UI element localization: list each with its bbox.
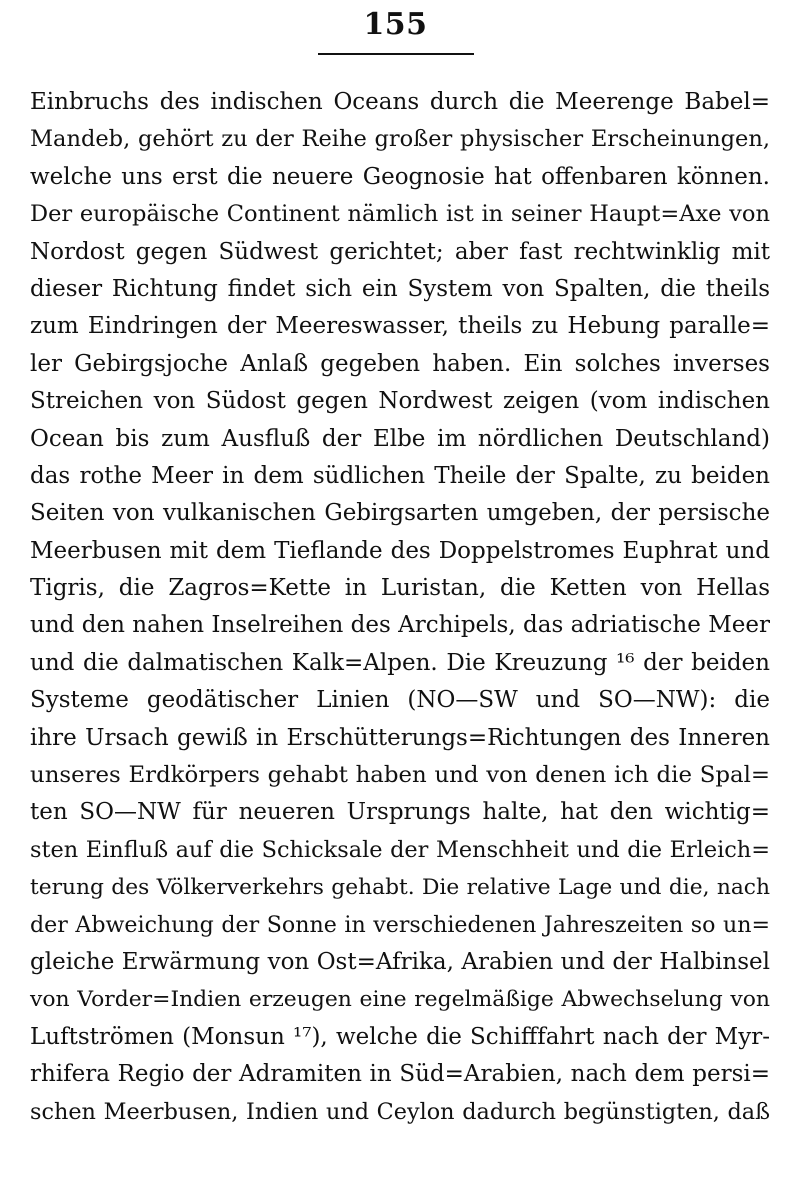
text-line: sten Einfluß auf die Schicksale der Menschheit und die Erleich= (30, 836, 770, 863)
text-line: von Vorder=Indien erzeugen eine regelmäßige Abwechselung von (30, 987, 770, 1013)
text-line: Systeme geodätischer Linien (NO—SW und SO—NW): die (30, 687, 770, 714)
text-line: Meerbusen mit dem Tieflande des Doppelstromes Euphrat und (30, 537, 770, 564)
text-line: Tigris, die Zagros=Kette in Luristan, die Ketten von Hellas (30, 575, 770, 602)
text-line: unseres Erdkörpers gehabt haben und von denen ich die Spal= (30, 762, 770, 789)
header-rule (318, 53, 474, 55)
text-line: ler Gebirgsjoche Anlaß gegeben haben. Ein solches inverses (30, 350, 770, 377)
text-line: ten SO—NW für neueren Ursprungs halte, hat den wichtig= (30, 799, 770, 826)
text-line: Luftströmen (Monsun ¹⁷), welche die Schifffahrt nach der Myr- (30, 1023, 770, 1050)
page-number: 155 (363, 7, 428, 42)
text-line: und die dalmatischen Kalk=Alpen. Die Kreuzung ¹⁶ der beiden (30, 649, 770, 676)
text-line: ihre Ursach gewiß in Erschütterungs=Richtungen des Inneren (30, 724, 770, 751)
text-line: Ocean bis zum Ausfluß der Elbe im nördlichen Deutschland) (30, 425, 770, 452)
text-line: das rothe Meer in dem südlichen Theile der Spalte, zu beiden (30, 462, 770, 489)
text-line: Streichen von Südost gegen Nordwest zeigen (vom indischen (30, 388, 770, 415)
text-line: dieser Richtung findet sich ein System von Spalten, die theils (30, 275, 770, 302)
text-line: Nordost gegen Südwest gerichtet; aber fast rechtwinklig mit (30, 238, 770, 265)
body-text (30, 84, 770, 1131)
text-line: schen Meerbusen, Indien und Ceylon dadurch begünstigten, daß (30, 1098, 770, 1125)
text-line: welche uns erst die neuere Geognosie hat offenbaren können. (30, 163, 770, 190)
text-line: terung des Völkerverkehrs gehabt. Die relative Lage und die, nach (30, 875, 770, 901)
text-line: gleiche Erwärmung von Ost=Afrika, Arabien und der Halbinsel (30, 948, 770, 975)
text-line: der Abweichung der Sonne in verschiedenen Jahreszeiten so un= (30, 911, 770, 938)
text-line: Einbruchs des indischen Oceans durch die Meerenge Babel= (30, 89, 770, 115)
text-line: Der europäische Continent nämlich ist in seiner Haupt=Axe von (30, 201, 770, 228)
text-line: zum Eindringen der Meereswasser, theils zu Hebung paralle= (30, 313, 770, 340)
text-line: Mandeb, gehört zu der Reihe großer physischer Erscheinungen, (30, 126, 770, 153)
text-line: und den nahen Inselreihen des Archipels, das adriatische Meer (30, 612, 770, 639)
text-line: rhifera Regio der Adramiten in Süd=Arabien, nach dem persi= (30, 1061, 770, 1088)
text-line: Seiten von vulkanischen Gebirgsarten umgeben, der persische (30, 500, 770, 527)
